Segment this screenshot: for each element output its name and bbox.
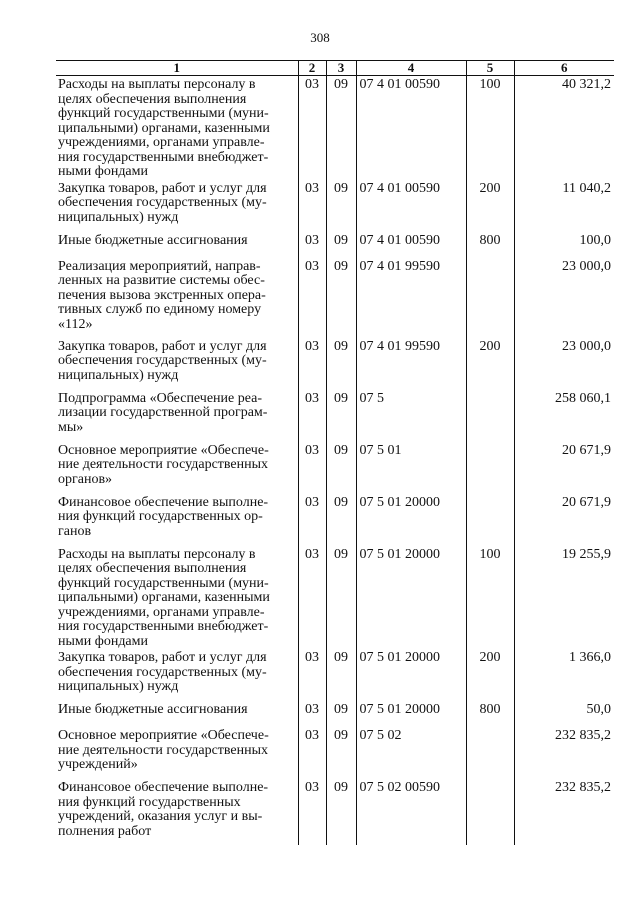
row-description-line: тивных служб по единому номеру [58, 302, 262, 317]
row-description [56, 494, 298, 546]
table-row [56, 779, 614, 845]
table-row [56, 180, 614, 232]
row-subsection-code: 09 [326, 727, 356, 779]
row-expense-type-code: 100 [466, 76, 514, 180]
row-description-line: ния государственными внебюджет- [58, 149, 269, 165]
row-description-line: печения вызова экстренных опера- [58, 287, 266, 303]
row-description-line: ленных на развитие системы обес- [58, 273, 265, 288]
row-description-line: функций государственными (муни- [58, 106, 269, 121]
row-description-line: ниципальных) нужд [58, 209, 179, 225]
row-amount: 20 671,9 [514, 494, 614, 546]
row-description-line: учреждений, оказания услуг и вы- [58, 809, 263, 824]
row-description [56, 649, 298, 701]
row-amount: 100,0 [514, 232, 614, 258]
row-target-article-code: 07 5 [356, 390, 466, 442]
row-section-code: 03 [298, 546, 326, 650]
row-description-line: ние деятельности государственных [58, 742, 269, 758]
row-description-line: ния государственными внебюджет- [58, 619, 269, 634]
row-amount: 232 835,2 [514, 727, 614, 779]
row-subsection-code: 09 [326, 76, 356, 180]
row-description-line: учреждениями, органами управле- [58, 135, 265, 150]
row-description [56, 180, 298, 232]
row-amount: 1 366,0 [514, 649, 614, 701]
row-section-code: 03 [298, 180, 326, 232]
row-subsection-code: 09 [326, 258, 356, 338]
row-expense-type-code [466, 779, 514, 845]
row-subsection-code: 09 [326, 442, 356, 494]
row-subsection-code: 09 [326, 390, 356, 442]
row-expense-type-code [466, 727, 514, 779]
row-description [56, 442, 298, 494]
row-section-code: 03 [298, 727, 326, 779]
row-target-article-code: 07 5 01 20000 [356, 649, 466, 701]
row-description-line: ными фондами [58, 633, 149, 649]
budget-table [56, 60, 614, 845]
row-amount: 11 040,2 [514, 180, 614, 232]
row-description-line: Реализация мероприятий, направ- [58, 258, 261, 274]
table-row [56, 76, 614, 180]
row-description-line: Финансовое обеспечение выполне- [58, 780, 269, 795]
row-section-code: 03 [298, 76, 326, 180]
row-target-article-code: 07 5 02 00590 [356, 779, 466, 845]
row-expense-type-code: 800 [466, 701, 514, 727]
header-col-5: 5 [466, 61, 514, 76]
row-target-article-code: 07 4 01 99590 [356, 338, 466, 390]
table-row [56, 338, 614, 390]
row-description [56, 232, 298, 258]
row-description-line: Расходы на выплаты персоналу в [58, 77, 256, 92]
row-description [56, 76, 298, 180]
row-description-line: Закупка товаров, работ и услуг для [58, 650, 267, 665]
row-amount: 258 060,1 [514, 390, 614, 442]
page-number: 308 [310, 30, 330, 45]
row-amount: 232 835,2 [514, 779, 614, 845]
row-subsection-code: 09 [326, 649, 356, 701]
row-description-line: ния функций государственных [58, 794, 241, 810]
header-col-4: 4 [356, 61, 466, 76]
row-target-article-code: 07 4 01 00590 [356, 180, 466, 232]
row-target-article-code: 07 5 01 20000 [356, 546, 466, 650]
table-row [56, 494, 614, 546]
row-section-code: 03 [298, 494, 326, 546]
row-expense-type-code [466, 442, 514, 494]
row-description-line: Расходы на выплаты персоналу в [58, 546, 256, 562]
row-description-line: полнения работ [58, 823, 152, 839]
table-row [56, 701, 614, 727]
row-target-article-code: 07 5 01 [356, 442, 466, 494]
row-description [56, 390, 298, 442]
row-target-article-code: 07 5 02 [356, 727, 466, 779]
table-row [56, 727, 614, 779]
row-description-line: Основное мероприятие «Обеспече- [58, 728, 269, 743]
row-subsection-code: 09 [326, 494, 356, 546]
row-amount: 23 000,0 [514, 258, 614, 338]
table-row [56, 258, 614, 338]
row-expense-type-code [466, 390, 514, 442]
row-description-line: обеспечения государственных (му- [58, 195, 267, 210]
row-description-line: Иные бюджетные ассигнования [58, 232, 248, 248]
row-section-code: 03 [298, 442, 326, 494]
row-description-line: целях обеспечения выполнения [58, 91, 247, 107]
row-description-line: обеспечения государственных (му- [58, 353, 267, 368]
row-subsection-code: 09 [326, 180, 356, 232]
header-col-3: 3 [326, 61, 356, 76]
row-subsection-code: 09 [326, 546, 356, 650]
row-expense-type-code [466, 258, 514, 338]
row-description-line: Закупка товаров, работ и услуг для [58, 338, 267, 354]
row-expense-type-code [466, 494, 514, 546]
row-description-line: ганов [58, 523, 92, 539]
row-expense-type-code: 100 [466, 546, 514, 650]
table-row [56, 390, 614, 442]
header-col-2: 2 [298, 61, 326, 76]
row-description-line: Закупка товаров, работ и услуг для [58, 180, 267, 196]
header-row [56, 61, 614, 76]
row-description-line: ными фондами [58, 164, 149, 179]
row-description-line: Иные бюджетные ассигнования [58, 702, 248, 717]
row-description [56, 727, 298, 779]
row-target-article-code: 07 4 01 00590 [356, 232, 466, 258]
row-description-line: ния функций государственных ор- [58, 509, 263, 524]
row-description-line: лизации государственной програм- [58, 405, 268, 420]
row-section-code: 03 [298, 338, 326, 390]
row-description-line: Финансовое обеспечение выполне- [58, 494, 269, 510]
row-target-article-code: 07 4 01 99590 [356, 258, 466, 338]
row-amount: 40 321,2 [514, 76, 614, 180]
row-subsection-code: 09 [326, 232, 356, 258]
row-subsection-code: 09 [326, 779, 356, 845]
row-description [56, 779, 298, 845]
row-section-code: 03 [298, 232, 326, 258]
row-section-code: 03 [298, 701, 326, 727]
table-body [56, 76, 614, 846]
header-col-1: 1 [56, 61, 298, 76]
row-description-line: учреждениями, органами управле- [58, 604, 265, 620]
row-expense-type-code: 800 [466, 232, 514, 258]
row-description-line: обеспечения государственных (му- [58, 664, 267, 680]
row-expense-type-code: 200 [466, 338, 514, 390]
row-description-line: Основное мероприятие «Обеспече- [58, 442, 269, 458]
header-col-6: 6 [514, 61, 614, 76]
row-section-code: 03 [298, 649, 326, 701]
row-section-code: 03 [298, 390, 326, 442]
row-description-line: «112» [58, 316, 93, 332]
row-target-article-code: 07 5 01 20000 [356, 701, 466, 727]
row-description-line: целях обеспечения выполнения [58, 561, 247, 576]
row-description-line: ципальными) органами, казенными [58, 590, 270, 605]
table-row [56, 442, 614, 494]
row-subsection-code: 09 [326, 701, 356, 727]
row-description [56, 701, 298, 727]
row-description [56, 546, 298, 650]
row-amount: 19 255,9 [514, 546, 614, 650]
row-description-line: функций государственными (муни- [58, 575, 269, 591]
row-target-article-code: 07 5 01 20000 [356, 494, 466, 546]
row-description-line: ние деятельности государственных [58, 457, 269, 472]
row-section-code: 03 [298, 779, 326, 845]
row-description [56, 258, 298, 338]
row-amount: 23 000,0 [514, 338, 614, 390]
row-description-line: органов» [58, 471, 113, 487]
table-row [56, 232, 614, 258]
row-section-code: 03 [298, 258, 326, 338]
row-amount: 50,0 [514, 701, 614, 727]
row-description-line: мы» [58, 419, 84, 435]
row-expense-type-code: 200 [466, 180, 514, 232]
row-description-line: учреждений» [58, 757, 138, 772]
row-description-line: ципальными) органами, казенными [58, 120, 270, 136]
row-description [56, 338, 298, 390]
row-description-line: ниципальных) нужд [58, 679, 179, 694]
row-description-line: Подпрограмма «Обеспечение реа- [58, 390, 263, 406]
table-row [56, 546, 614, 650]
table-row [56, 649, 614, 701]
row-target-article-code: 07 4 01 00590 [356, 76, 466, 180]
row-amount: 20 671,9 [514, 442, 614, 494]
row-expense-type-code: 200 [466, 649, 514, 701]
row-subsection-code: 09 [326, 338, 356, 390]
row-description-line: ниципальных) нужд [58, 367, 179, 383]
